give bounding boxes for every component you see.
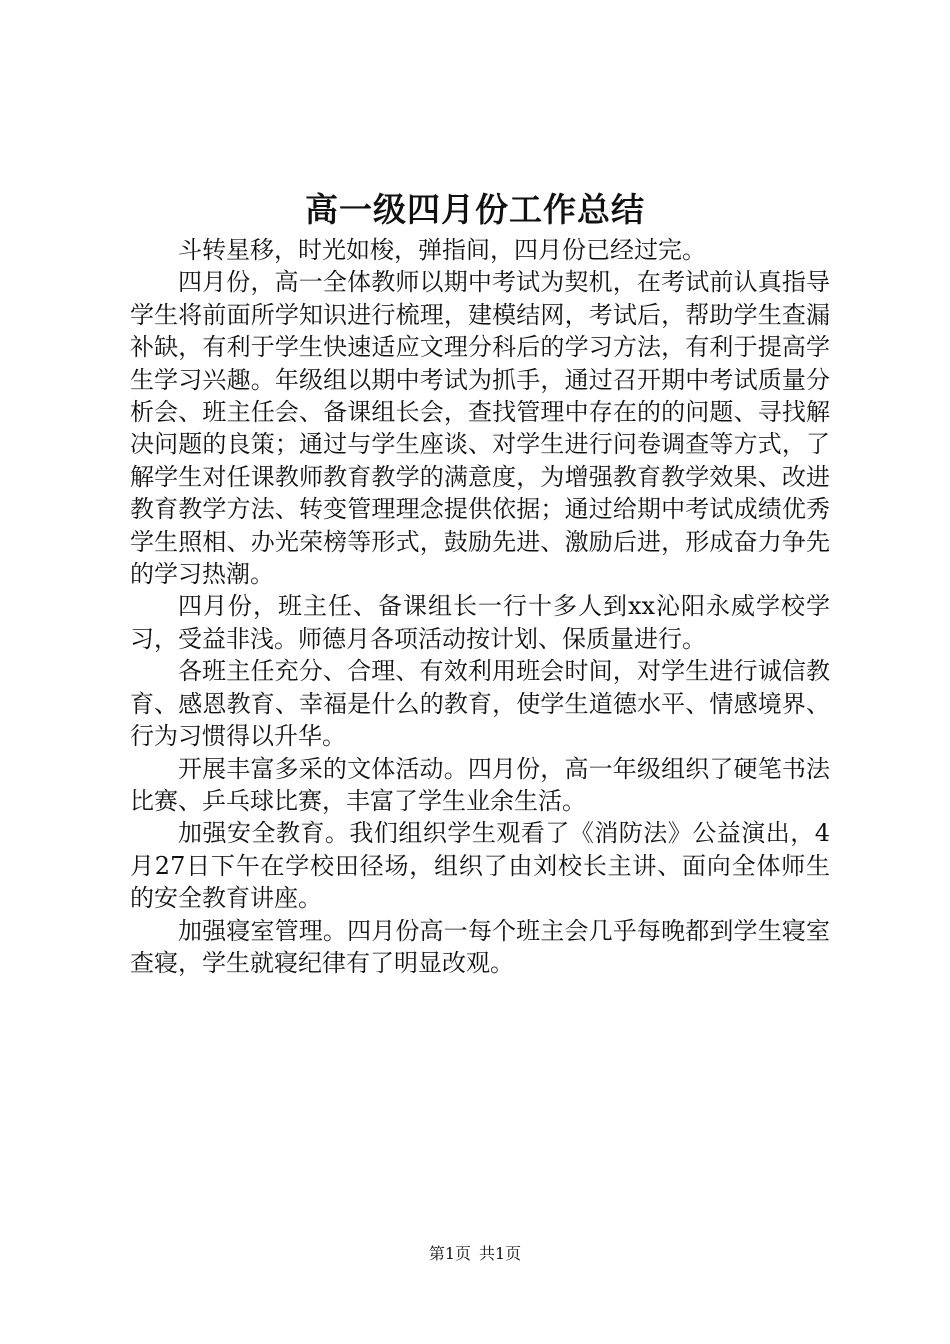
page-footer	[0, 1242, 950, 1266]
paragraph-1: 斗转星移，时光如梭，弹指间，四月份已经过完。	[178, 236, 706, 264]
paragraph-2: 四月份，高一全体教师以期中考试为契机，在考试前认真指导学生将前面所学知识进行梳理，建模结网，考试后，帮助学生查漏补缺，有利于学生快速适应文理分科后的学习方法，有利于提高学生学习兴趣。年级组以期中考试为抓手，通过召开期中考试质量分析会、班主任会、备课组长会，查找管理中存在的的问题、寻找解决问题的良策；通过与学生座谈、对学生进行问卷调查等方式，了解学生对任课教师教育教学的满意度，为增强教育教学效果、改进教育教学方法、转变管理理念提供依据；通过给期中考试成绩优秀学生照相、办光荣榜等形式，鼓励先进、激励后进，形成奋力争先的学习热潮。	[130, 268, 830, 589]
page-title: 高一级四月份工作总结	[305, 190, 645, 229]
paragraph-5: 开展丰富多采的文体活动。四月份，高一年级组织了硬笔书法比赛、乒乓球比赛，丰富了学生业余生活。	[130, 754, 830, 815]
paragraph-3: 四月份，班主任、备课组长一行十多人到xx沁阳永威学校学习，受益非浅。师德月各项活动按计划、保质量进行。	[130, 592, 830, 653]
page-total: 共1页	[479, 1244, 522, 1263]
paragraph-7: 加强寝室管理。四月份高一每个班主会几乎每晚都到学生寝室查寝，学生就寝纪律有了明显改观。	[130, 916, 830, 977]
document-body	[130, 234, 830, 979]
paragraph-4: 各班主任充分、合理、有效利用班会时间，对学生进行诚信教育、感恩教育、幸福是什么的教育，使学生道德水平、情感境界、行为习惯得以升华。	[130, 657, 830, 751]
paragraph-6: 加强安全教育。我们组织学生观看了《消防法》公益演出，4月27日下午在学校田径场，组织了由刘校长主讲、面向全体师生的安全教育讲座。	[130, 819, 830, 913]
page-number: 第1页	[428, 1244, 471, 1263]
